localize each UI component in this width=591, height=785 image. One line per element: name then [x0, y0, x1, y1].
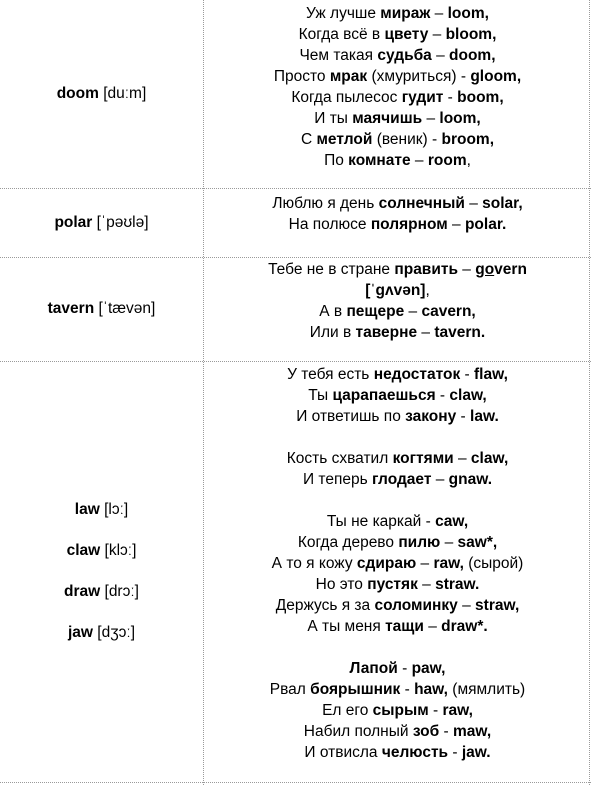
poem-line	[204, 150, 591, 171]
poem-line	[204, 24, 591, 45]
line-text: А то я кожу	[271, 555, 357, 572]
keyword: гудит	[401, 89, 444, 106]
line-text: Уж лучше	[306, 5, 381, 22]
headword-entry	[0, 500, 203, 520]
transcription: [lɔː]	[99, 501, 129, 518]
keyword: polar.	[464, 216, 507, 233]
keyword: raw,	[433, 555, 464, 572]
line-text: Кость схватил	[286, 450, 393, 467]
line-text: -	[397, 660, 412, 677]
keyword: таверне	[355, 324, 418, 341]
transcription: [ˈpəʊlə]	[92, 213, 149, 231]
line-text: И ответишь по	[296, 408, 406, 425]
keyword: когтями	[392, 450, 454, 467]
keyword: solar,	[482, 195, 523, 212]
line-text: Чем такая	[299, 47, 378, 64]
line-text: С	[300, 131, 317, 148]
keyword: соломинку	[374, 597, 458, 614]
poem-line	[204, 406, 591, 427]
keyword: судьба	[377, 47, 432, 64]
headword: doom	[56, 85, 99, 102]
keyword: комнате	[348, 152, 411, 169]
line-text: –	[430, 5, 448, 22]
keyword: maw,	[453, 723, 492, 740]
keyword: полярном	[370, 216, 448, 233]
line-text: –	[431, 47, 450, 64]
poem-cell	[204, 364, 591, 763]
stanza	[204, 364, 591, 427]
stanza	[204, 259, 591, 343]
line-text: –	[440, 534, 458, 551]
line-text: –	[416, 555, 434, 572]
keyword: straw.	[435, 576, 480, 593]
keyword: пустяк	[367, 576, 418, 593]
line-text: (веник) -	[372, 131, 442, 148]
poem-line	[204, 214, 591, 235]
line-text: Ел его	[322, 702, 373, 719]
poem-cell	[204, 3, 591, 171]
poem-line	[204, 3, 591, 24]
poem-line	[204, 193, 591, 214]
keyword: пилю	[398, 534, 441, 551]
line-text: А в	[319, 303, 347, 320]
headword-entry	[0, 84, 203, 104]
keyword: cavern,	[421, 303, 476, 320]
headword-entry	[0, 299, 203, 319]
line-text: Когда пылесос	[291, 89, 402, 106]
line-text: –	[447, 216, 465, 233]
keyword: draw*.	[441, 618, 488, 635]
word-cell	[0, 213, 203, 233]
line-text: Просто	[273, 68, 330, 85]
keyword: boom,	[457, 89, 504, 106]
keyword: caw,	[435, 513, 469, 530]
poem-line	[204, 301, 591, 322]
line-text: –	[423, 618, 442, 635]
keyword: мрак	[329, 68, 368, 85]
keyword: [ˈɡʌvən]	[365, 282, 426, 299]
poem-line	[204, 129, 591, 150]
keyword: saw*,	[457, 534, 498, 551]
stanza	[204, 448, 591, 490]
keyword: закону	[405, 408, 457, 425]
line-text: ,	[425, 282, 430, 299]
line-text: Рвал	[269, 681, 311, 698]
poem-line	[204, 259, 591, 280]
keyword: боярышник	[310, 681, 401, 698]
line-text: –	[458, 261, 476, 278]
table-bottom-border	[0, 782, 591, 783]
poem-line	[204, 679, 591, 700]
keyword: jaw.	[461, 744, 491, 761]
stanza	[204, 193, 591, 235]
line-text: -	[439, 723, 454, 740]
keyword: пещере	[346, 303, 405, 320]
poem-line	[204, 469, 591, 490]
line-text: –	[457, 597, 476, 614]
keyword: haw,	[414, 681, 448, 698]
keyword: vern	[494, 261, 527, 278]
line-text: -	[456, 408, 471, 425]
line-text: –	[404, 303, 422, 320]
keyword: мираж	[380, 5, 431, 22]
line-text: -	[428, 702, 443, 719]
keyword: straw,	[475, 597, 520, 614]
line-text: На полюсе	[288, 216, 371, 233]
keyword: метлой	[316, 131, 373, 148]
poem-line	[204, 385, 591, 406]
line-text: (хмуриться) -	[367, 68, 471, 85]
line-text: И ты	[314, 110, 353, 127]
line-text: И теперь	[302, 471, 372, 488]
line-text: А ты меня	[307, 618, 386, 635]
line-text: ,	[466, 152, 471, 169]
line-text: Когда всё в	[298, 26, 385, 43]
headword: law	[74, 501, 100, 518]
poem-line	[204, 280, 591, 301]
line-text: (мямлить)	[447, 681, 526, 698]
stanza	[204, 3, 591, 171]
headword: claw	[66, 542, 101, 559]
line-text: –	[417, 576, 436, 593]
poem-line	[204, 45, 591, 66]
line-text: -	[448, 744, 462, 761]
poem-line	[204, 532, 591, 553]
keyword: цвету	[384, 26, 429, 43]
row-divider	[0, 188, 591, 189]
line-text: Ты не каркай -	[326, 513, 436, 530]
headword-entry	[0, 213, 203, 233]
poem-line	[204, 364, 591, 385]
line-text: –	[464, 195, 483, 212]
poem-line	[204, 322, 591, 343]
keyword: глодает	[371, 471, 432, 488]
line-text: Люблю я день	[272, 195, 379, 212]
keyword: bloom,	[445, 26, 497, 43]
line-text: Набил полный	[303, 723, 413, 740]
poem-line	[204, 742, 591, 763]
headword-entry	[0, 582, 203, 602]
transcription: [dʒɔː]	[92, 624, 136, 641]
stanza	[204, 658, 591, 763]
line-text: –	[428, 26, 446, 43]
line-text: -	[460, 366, 475, 383]
poem-line	[204, 511, 591, 532]
keyword: paw,	[411, 660, 446, 677]
poem-line	[204, 87, 591, 108]
headword-entry	[0, 541, 203, 561]
line-text: Когда дерево	[297, 534, 399, 551]
keyword: недостаток	[373, 366, 461, 383]
line-text: -	[443, 89, 458, 106]
word-cell	[0, 299, 203, 319]
keyword: править	[394, 261, 458, 278]
keyword: doom,	[449, 47, 496, 64]
line-text: Ты	[308, 387, 333, 404]
keyword: челюсть	[381, 744, 449, 761]
poem-line	[204, 553, 591, 574]
headword: tavern	[47, 300, 95, 317]
keyword: тащи	[385, 618, 424, 635]
line-text: Но это	[315, 576, 368, 593]
keyword: law.	[470, 408, 499, 425]
keyword: сдираю	[356, 555, 417, 572]
headword: polar	[54, 213, 93, 231]
poem-line	[204, 721, 591, 742]
keyword: room	[427, 152, 467, 169]
line-text: По	[324, 152, 349, 169]
headword: draw	[64, 583, 101, 600]
keyword: broom,	[441, 131, 495, 148]
line-text: -	[400, 681, 415, 698]
line-text: И отвисла	[304, 744, 382, 761]
keyword: loom,	[447, 5, 489, 22]
transcription: [klɔː]	[100, 542, 137, 559]
poem-line	[204, 448, 591, 469]
word-cell	[0, 84, 203, 104]
poem-line	[204, 658, 591, 679]
keyword: claw,	[449, 387, 487, 404]
line-text: -	[435, 387, 450, 404]
keyword: царапаешься	[332, 387, 436, 404]
keyword: сырым	[372, 702, 429, 719]
transcription: [ˈtævən]	[94, 300, 156, 317]
keyword: flaw,	[474, 366, 508, 383]
transcription: [drɔː]	[100, 583, 139, 600]
poem-line	[204, 616, 591, 637]
headword-entry	[0, 623, 203, 643]
line-text: Тебе не в стране	[268, 261, 395, 278]
line-text: –	[453, 450, 471, 467]
line-text: Или в	[309, 324, 356, 341]
keyword: Лапой	[349, 660, 398, 677]
keyword: солнечный	[378, 195, 465, 212]
line-text: У тебя есть	[287, 366, 374, 383]
poem-cell	[204, 259, 591, 343]
keyword: зоб	[412, 723, 440, 740]
poem-line	[204, 595, 591, 616]
row-divider	[0, 361, 591, 362]
keyword: go	[475, 261, 495, 278]
poem-line	[204, 66, 591, 87]
line-text: –	[422, 110, 440, 127]
headword: jaw	[67, 624, 93, 641]
keyword: gloom,	[470, 68, 522, 85]
poem-line	[204, 700, 591, 721]
stanza	[204, 511, 591, 637]
keyword: gnaw.	[448, 471, 493, 488]
line-text: –	[410, 152, 428, 169]
line-text: –	[417, 324, 435, 341]
row-divider	[0, 257, 591, 258]
keyword: маячишь	[352, 110, 423, 127]
poem-line	[204, 574, 591, 595]
keyword: loom,	[439, 110, 481, 127]
line-text: Держусь я за	[275, 597, 375, 614]
poem-cell	[204, 193, 591, 235]
keyword: claw,	[470, 450, 509, 467]
transcription: [duːm]	[98, 85, 147, 102]
keyword: tavern.	[434, 324, 486, 341]
word-cell	[0, 500, 203, 643]
line-text: –	[431, 471, 449, 488]
line-text: (сырой)	[463, 555, 524, 572]
keyword: raw,	[442, 702, 473, 719]
poem-line	[204, 108, 591, 129]
